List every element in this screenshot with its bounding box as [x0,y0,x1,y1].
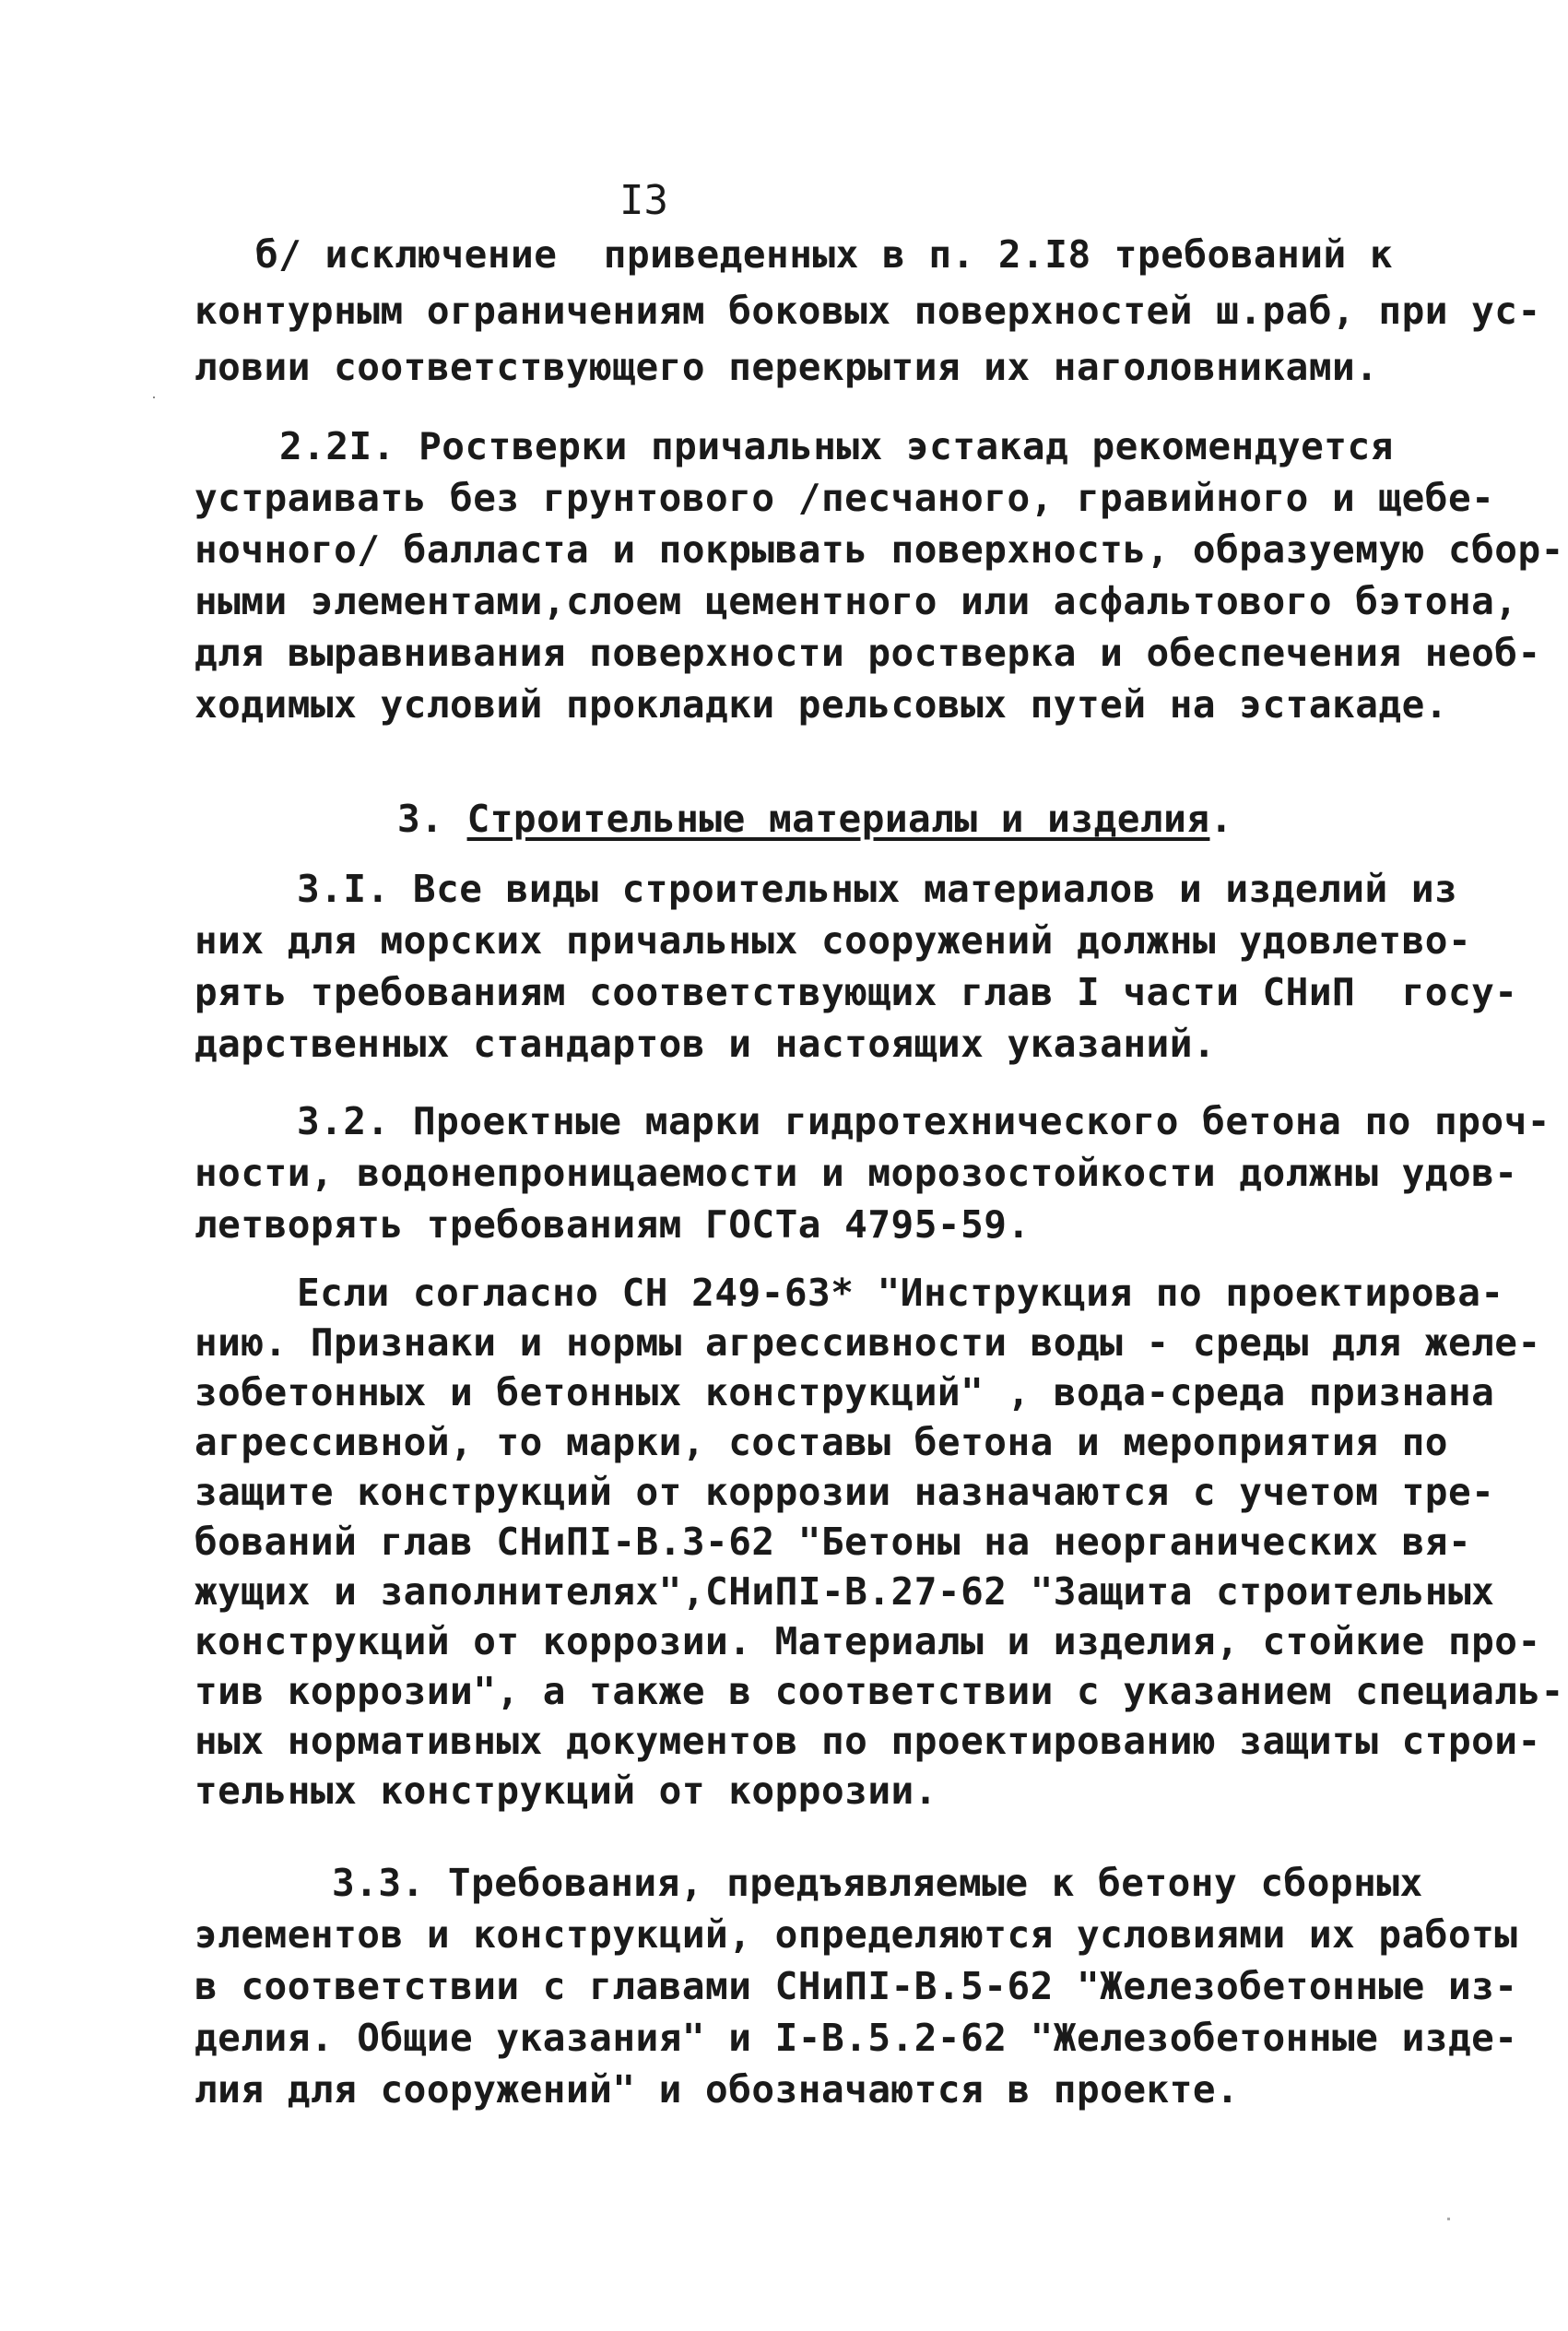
line-text: ных нормативных документов по проектированию защиты строи- [195,1719,1541,1763]
text-line [195,915,1471,966]
page-number: I3 [619,177,668,224]
line-text: ными элементами,слоем цементного или асфальтового бэтона, [195,579,1518,623]
line-text: устраивать без грунтового /песчаного, гравийного и щебе- [195,476,1495,520]
line-text: летворять требованиям ГОСТа 4795-59. [195,1202,1031,1247]
text-line [332,1857,1423,1909]
line-text: тив коррозии", а также в соответствии с указанием специаль- [195,1669,1564,1713]
text-line [195,1317,1541,1368]
text-line [195,1466,1494,1518]
text-line [195,1199,1031,1250]
text-line [195,341,1378,393]
line-text: жущих и заполнителях",СНиПI-В.27-62 "Защита строительных [195,1569,1495,1614]
line-text: агрессивной, то марки, составы бетона и мероприятия по [195,1420,1448,1464]
line-text: рять требованиям соответствующих глав I части СНиП госу- [195,970,1518,1014]
section-heading [397,793,1233,845]
text-line [195,679,1448,730]
text-line [195,575,1518,627]
line-text: дарственных стандартов и настоящих указаний. [195,1022,1217,1066]
line-text: контурным ограничениям боковых поверхностей ш.раб, при ус- [195,289,1541,333]
section-heading-title: Строительные материалы и изделия [466,797,1210,841]
text-line [255,229,1393,280]
line-text: 3. [397,797,467,841]
line-text: элементов и конструкций, определяются условиями их работы [195,1912,1518,1957]
text-line [297,863,1457,915]
line-text: бований глав СНиПI-В.3-62 "Бетоны на неорганических вя- [195,1520,1472,1564]
text-line [195,285,1541,337]
margin-speck [153,396,155,398]
line-text: 2.2I. Ростверки причальных эстакад рекомендуется [279,424,1394,468]
line-text: конструкций от коррозии. Материалы и изделия, стойкие про- [195,1619,1541,1663]
text-line [195,1909,1518,1960]
text-line [195,1367,1494,1418]
line-text: ходимых условий прокладки рельсовых путей на эстакаде. [195,682,1448,727]
line-text: 3.3. Требования, предъявляемые к бетону сборных [332,1861,1423,1905]
text-line [195,1147,1518,1199]
text-line [195,1018,1216,1070]
line-text: защите конструкций от коррозии назначаются с учетом тре- [195,1470,1495,1514]
line-text: лия для сооружений" и обозначаются в проекте. [195,2067,1240,2112]
line-text: ловии соответствующего перекрытия их наголовниками. [195,345,1379,389]
heading-period: . [1209,797,1233,841]
line-text: тельных конструкций от коррозии. [195,1769,937,1813]
text-line [195,1416,1448,1468]
line-text: делия. Общие указания" и I-В.5.2-62 "Железобетонные изде- [195,2016,1518,2060]
text-line [195,2064,1239,2115]
line-text: ности, водонепроницаемости и морозостойкости должны удов- [195,1151,1518,1195]
text-line [195,472,1494,524]
text-line [297,1267,1504,1319]
text-line [279,420,1394,472]
margin-speck [1447,2218,1450,2220]
line-text: б/ исключение приведенных в п. 2.I8 требований к [255,232,1394,277]
line-text: них для морских причальных сооружений должны удовлетво- [195,918,1472,963]
text-line [195,1566,1494,1617]
line-text: зобетонных и бетонных конструкций" , вода-среда признана [195,1370,1495,1414]
text-line [195,524,1564,575]
text-line [195,2012,1518,2064]
text-line [195,1615,1541,1667]
text-line [195,1665,1564,1717]
line-text: для выравнивания поверхности ростверка и обеспечения необ- [195,631,1541,675]
line-text: 3.I. Все виды строительных материалов и изделий из [297,867,1458,911]
line-text: нию. Признаки и нормы агрессивности воды - среды для желе- [195,1320,1541,1365]
text-line [195,1960,1518,2012]
line-text: Если согласно СН 249-63* "Инструкция по проектирова- [297,1271,1504,1315]
text-line [195,1516,1471,1568]
text-line [195,966,1518,1018]
text-line [195,1765,937,1816]
text-line [195,627,1541,679]
line-text: 3.2. Проектные марки гидротехнического бетона по проч- [297,1099,1550,1143]
text-line [297,1095,1550,1147]
line-text: ночного/ балласта и покрывать поверхность, образуемую сбор- [195,527,1564,572]
text-line [195,1715,1541,1767]
line-text: в соответствии с главами СНиПI-В.5-62 "Железобетонные из- [195,1964,1518,2008]
